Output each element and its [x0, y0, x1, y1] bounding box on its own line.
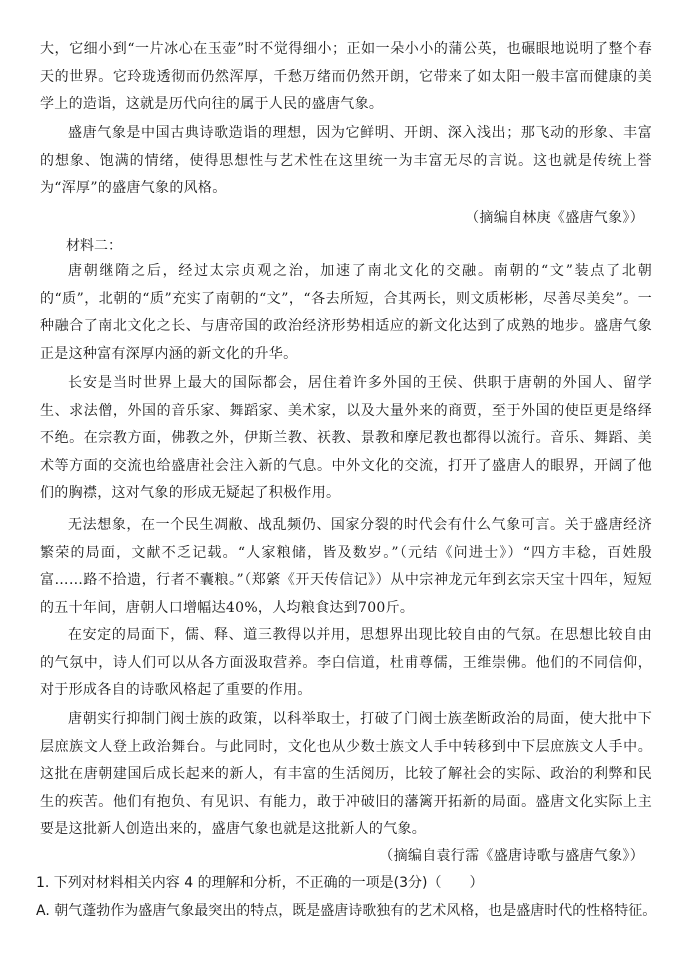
question-option-a[interactable]: A. 朝气蓬勃作为盛唐气象最突出的特点，既是盛唐诗歌独有的艺术风格，也是盛唐时代的性格特征。	[36, 903, 657, 919]
material2-paragraph-4: 在安定的局面下，儒、释、道三教得以并用，思想界出现比较自由的气氛。在思想比较自由的气氛中，诗人们可以从各方面汲取营养。李白信道，杜甫尊儒，王维崇佛。他们的不同信仰，对于形成各自的诗歌风格起了重要的作用。	[40, 627, 652, 698]
material1-paragraph-2: 盛唐气象是中国古典诗歌造诣的理想，因为它鲜明、开朗、深入浅出；那飞动的形象、丰富的想象、饱满的情绪，使得思想性与艺术性在这里统一为丰富无尽的言说。这也就是传统上誉为“浑厚”的盛唐气象的风格。	[40, 125, 652, 196]
material1-source: （摘编自林庚《盛唐气象》）	[465, 210, 644, 226]
material1-paragraph-continued: 大，它细小到“一片冰心在玉壶”时不觉得细小；正如一朵小小的蒲公英，也碾眼地说明了整个春天的世界。它玲珑透彻而仍然浑厚，千愁万绪而仍然开朗，它带来了如太阳一般丰富而健康的美学上的造诣，这就是历代向往的属于人民的盛唐气象。	[40, 41, 652, 112]
material2-paragraph-5: 唐朝实行抑制门阀士族的政策，以科举取士，打破了门阀士族垄断政治的局面，使大批中下层庶族文人登上政治舞台。与此同时，文化也从少数士族文人手中转移到中下层庶族文人手中。这批在唐朝建国后成长起来的新人，有丰富的生活阅历，比较了解社会的实际、政治的利弊和民生的疾苦。他们有抱负、有见识、有能力，敢于冲破旧的藩篱开拓新的局面。盛唐文化实际上主要是这批新人创造出来的，盛唐气象也就是这批新人的气象。	[40, 711, 652, 837]
material2-label: 材料二：	[66, 238, 122, 254]
material2-paragraph-1: 唐朝继隋之后，经过太宗贞观之治，加速了南北文化的交融。南朝的“文”装点了北朝的“质”，北朝的“质”充实了南朝的“文”，“各去所短，合其两长，则文质彬彬，尽善尽美矣”。一种融合了南北文化之长、与唐帝国的政治经济形势相适应的新文化达到了成熟的地步。盛唐气象正是这种富有深厚内涵的新文化的升华。	[40, 263, 652, 362]
material2-paragraph-3: 无法想象，在一个民生凋敝、战乱频仍、国家分裂的时代会有什么气象可言。关于盛唐经济繁荣的局面，文献不乏记载。“人家粮储，皆及数岁。”（元结《问进士》）“四方丰稔，百姓殷富……路不拾遗，行者不囊粮。”（郑綮《开天传信记》）从中宗神龙元年到玄宗天宝十四年，短短的五十年间，唐朝人口增幅达40%，人均粮食达到700斤。	[40, 517, 652, 616]
material2-source: （摘编自袁行霈《盛唐诗歌与盛唐气象》）	[379, 848, 644, 864]
material2-paragraph-2: 长安是当时世界上最大的国际都会，居住着许多外国的王侯、供职于唐朝的外国人、留学生、求法僧，外国的音乐家、舞蹈家、美术家，以及大量外来的商贾，至于外国的使臣更是络绎不绝。在宗教方面，佛教之外，伊斯兰教、祆教、景教和摩尼教也都得以流行。音乐、舞蹈、美术等方面的交流也给盛唐社会注入新的气息。中外文化的交流，打开了盛唐人的眼界，开阔了他们的胸襟，这对气象的形成无疑起了积极作用。	[40, 375, 652, 501]
question-stem: 1. 下列对材料相关内容 4 的理解和分析，不正确的一项是(3分)（ ）	[36, 875, 484, 891]
